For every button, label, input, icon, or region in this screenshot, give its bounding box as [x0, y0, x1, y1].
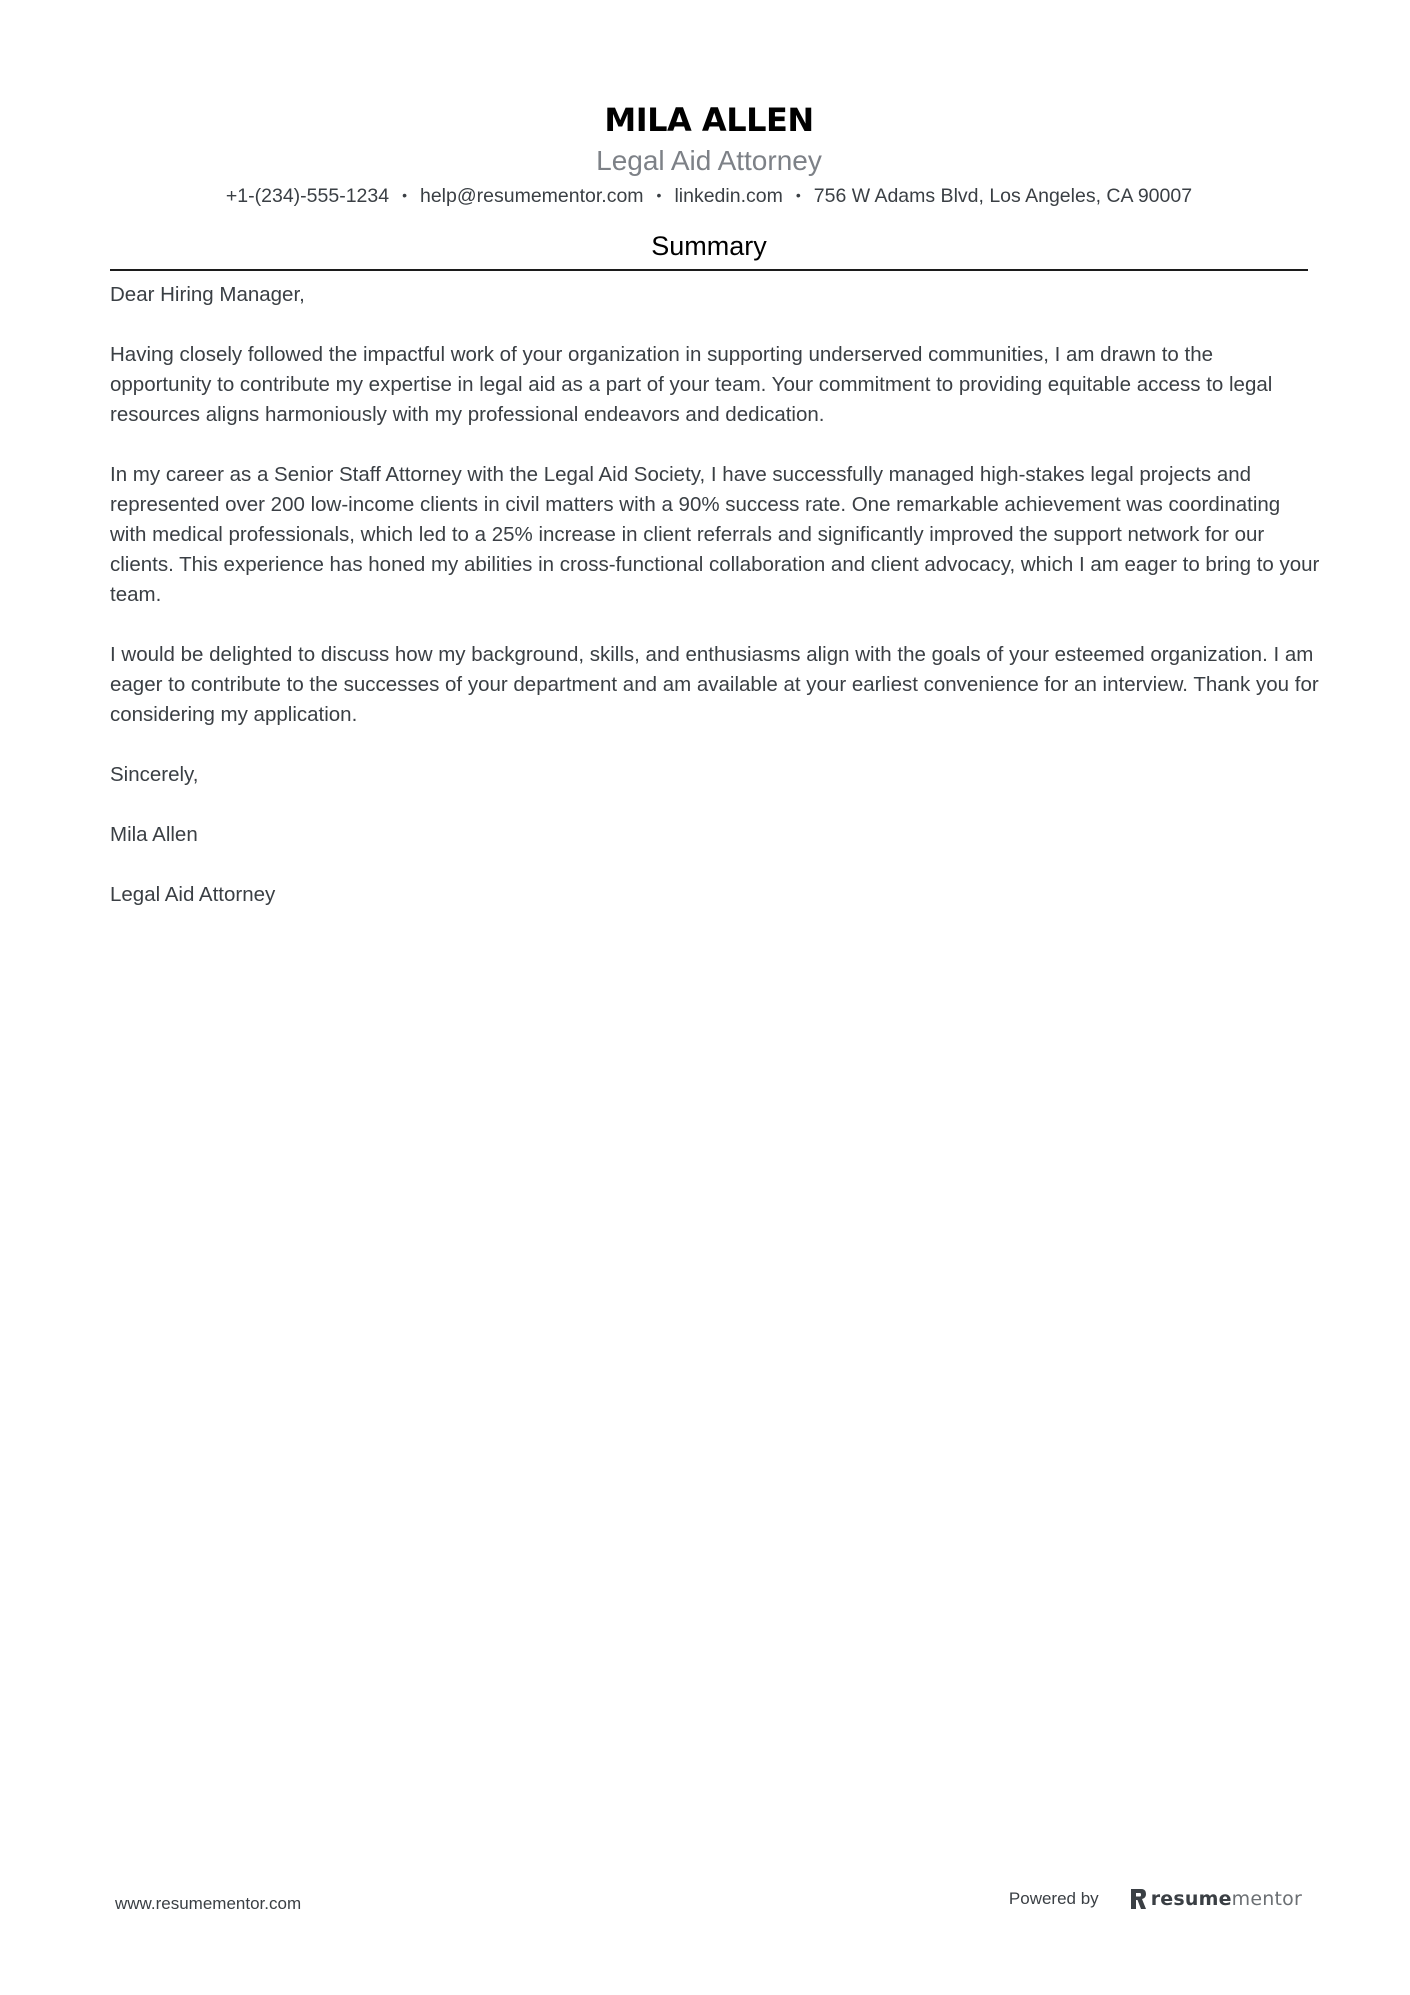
brand-logo[interactable]: [1129, 1888, 1302, 1910]
header: [110, 96, 1308, 211]
paragraph-1: Having closely followed the impactful work of your organization in supporting underserved communities, I am drawn to the opportunity to contribute my expertise in legal aid as a part of your team. Your commitment to providing equitable access to legal resources aligns harmoniously with my professional endeavors and dedication.: [110, 343, 1273, 426]
letter-body: [110, 280, 1320, 940]
job-title: Legal Aid Attorney: [596, 145, 822, 176]
resumementor-logo-icon: [1129, 1888, 1147, 1910]
signature-name: Mila Allen: [110, 823, 198, 846]
footer-website[interactable]: www.resumementor.com: [115, 1894, 302, 1913]
contact-line: [110, 182, 1308, 211]
candidate-name: MILA ALLEN: [604, 101, 814, 139]
separator-dot: •: [402, 186, 407, 203]
brand-wordmark: resumementor: [1150, 1888, 1302, 1910]
signature-title: Legal Aid Attorney: [110, 883, 276, 906]
separator-dot: •: [795, 186, 801, 203]
powered-by-label: Powered by: [1008, 1889, 1099, 1908]
phone: +1-(234)-555-1234: [225, 185, 390, 207]
email[interactable]: help@resumementor.com: [419, 185, 644, 207]
footer-branding: [1009, 1888, 1302, 1910]
section-divider: [110, 269, 1308, 271]
linkedin[interactable]: linkedin.com: [674, 185, 783, 207]
paragraph-3: I would be delighted to discuss how my background, skills, and enthusiasms align with the goals of your esteemed organization. I am eager to contribute to the successes of your department and am available at your earliest convenience for an interview. Thank you for considering my application.: [110, 643, 1319, 726]
paragraph-2: In my career as a Senior Staff Attorney with the Legal Aid Society, I have successfully managed high-stakes legal projects and represented over 200 low-income clients in civil matters with a 90% success rate. One remarkable achievement was coordinating with medical professionals, which led to a 25% increase in client referrals and significantly improved the support network for our clients. This experience has honed my abilities in cross-functional collaboration and client advocacy, which I am eager to bring to your team.: [110, 463, 1320, 606]
closing: Sincerely,: [110, 763, 199, 786]
greeting: Dear Hiring Manager,: [110, 283, 305, 306]
address: 756 W Adams Blvd, Los Angeles, CA 90007: [813, 185, 1193, 207]
section-title: Summary: [651, 231, 767, 261]
separator-dot: •: [656, 186, 662, 203]
